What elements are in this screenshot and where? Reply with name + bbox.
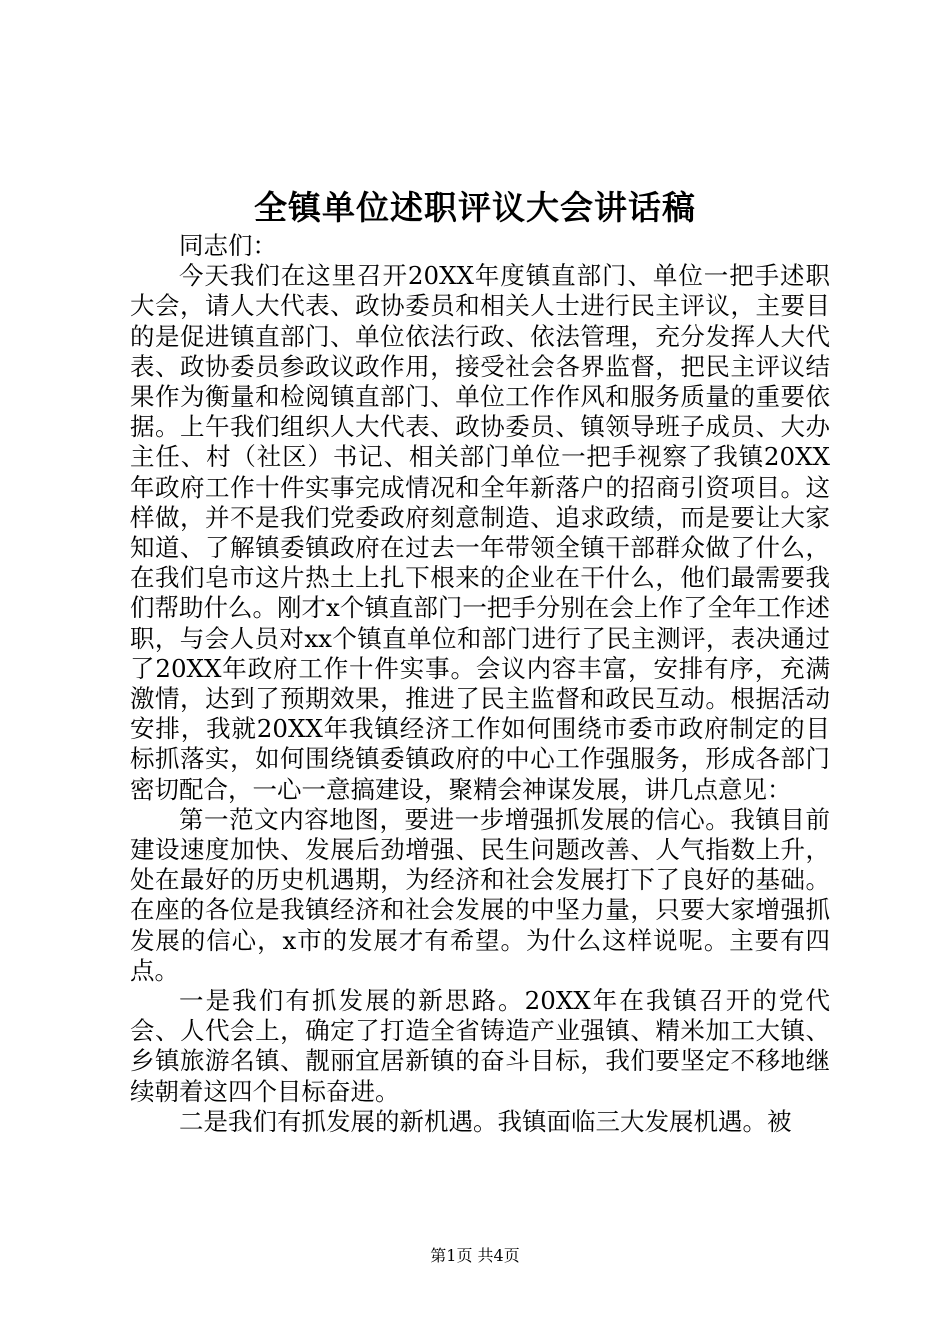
body-paragraph: 一是我们有抓发展的新思路。20XX年在我镇召开的党代会、人代会上，确定了打造全省铸造产业强镇、精米加工大镇、乡镇旅游名镇、靓丽宜居新镇的奋斗目标，我们要坚定不移地继续朝着这四个目标奋进。 xyxy=(130,986,830,1106)
salutation-paragraph: 同志们： xyxy=(179,231,277,260)
page-number-footer: 第1页 共4页 xyxy=(430,1246,520,1265)
body-paragraph: 二是我们有抓发展的新机遇。我镇面临三大发展机遇。被 xyxy=(179,1106,792,1136)
body-paragraph: 第一范文内容地图，要进一步增强抓发展的信心。我镇目前建设速度加快、发展后劲增强、民生问题改善、人气指数上升，处在最好的历史机遇期，为经济和社会发展打下了良好的基础。在座的各位是我镇经济和社会发展的中坚力量，只要大家增强抓发展的信心，x市的发展才有希望。为什么这样说呢。主要有四点。 xyxy=(130,804,830,985)
document-body xyxy=(130,231,830,1137)
document-title: 全镇单位述职评议大会讲话稿 xyxy=(254,188,696,227)
body-paragraph: 今天我们在这里召开20XX年度镇直部门、单位一把手述职大会，请人大代表、政协委员和相关人士进行民主评议，主要目的是促进镇直部门、单位依法行政、依法管理，充分发挥人大代表、政协委员参政议政作用，接受社会各界监督，把民主评议结果作为衡量和检阅镇直部门、单位工作作风和服务质量的重要依据。上午我们组织人大代表、政协委员、镇领导班子成员、大办主任、村（社区）书记、相关部门单位一把手视察了我镇20XX年政府工作十件实事完成情况和全年新落户的招商引资项目。这样做，并不是我们党委政府刻意制造、追求政绩，而是要让大家知道、了解镇委镇政府在过去一年带领全镇干部群众做了什么，在我们皂市这片热土上扎下根来的企业在干什么，他们最需要我们帮助什么。刚才x个镇直部门一把手分别在会上作了全年工作述职，与会人员对xx个镇直单位和部门进行了民主测评，表决通过了20XX年政府工作十件实事。会议内容丰富，安排有序，充满激情，达到了预期效果，推进了民主监督和政民互动。根据活动安排，我就20XX年我镇经济工作如何围绕市委市政府制定的目标抓落实，如何围绕镇委镇政府的中心工作强服务，形成各部门密切配合，一心一意搞建设，聚精会神谋发展，讲几点意见： xyxy=(130,261,830,804)
